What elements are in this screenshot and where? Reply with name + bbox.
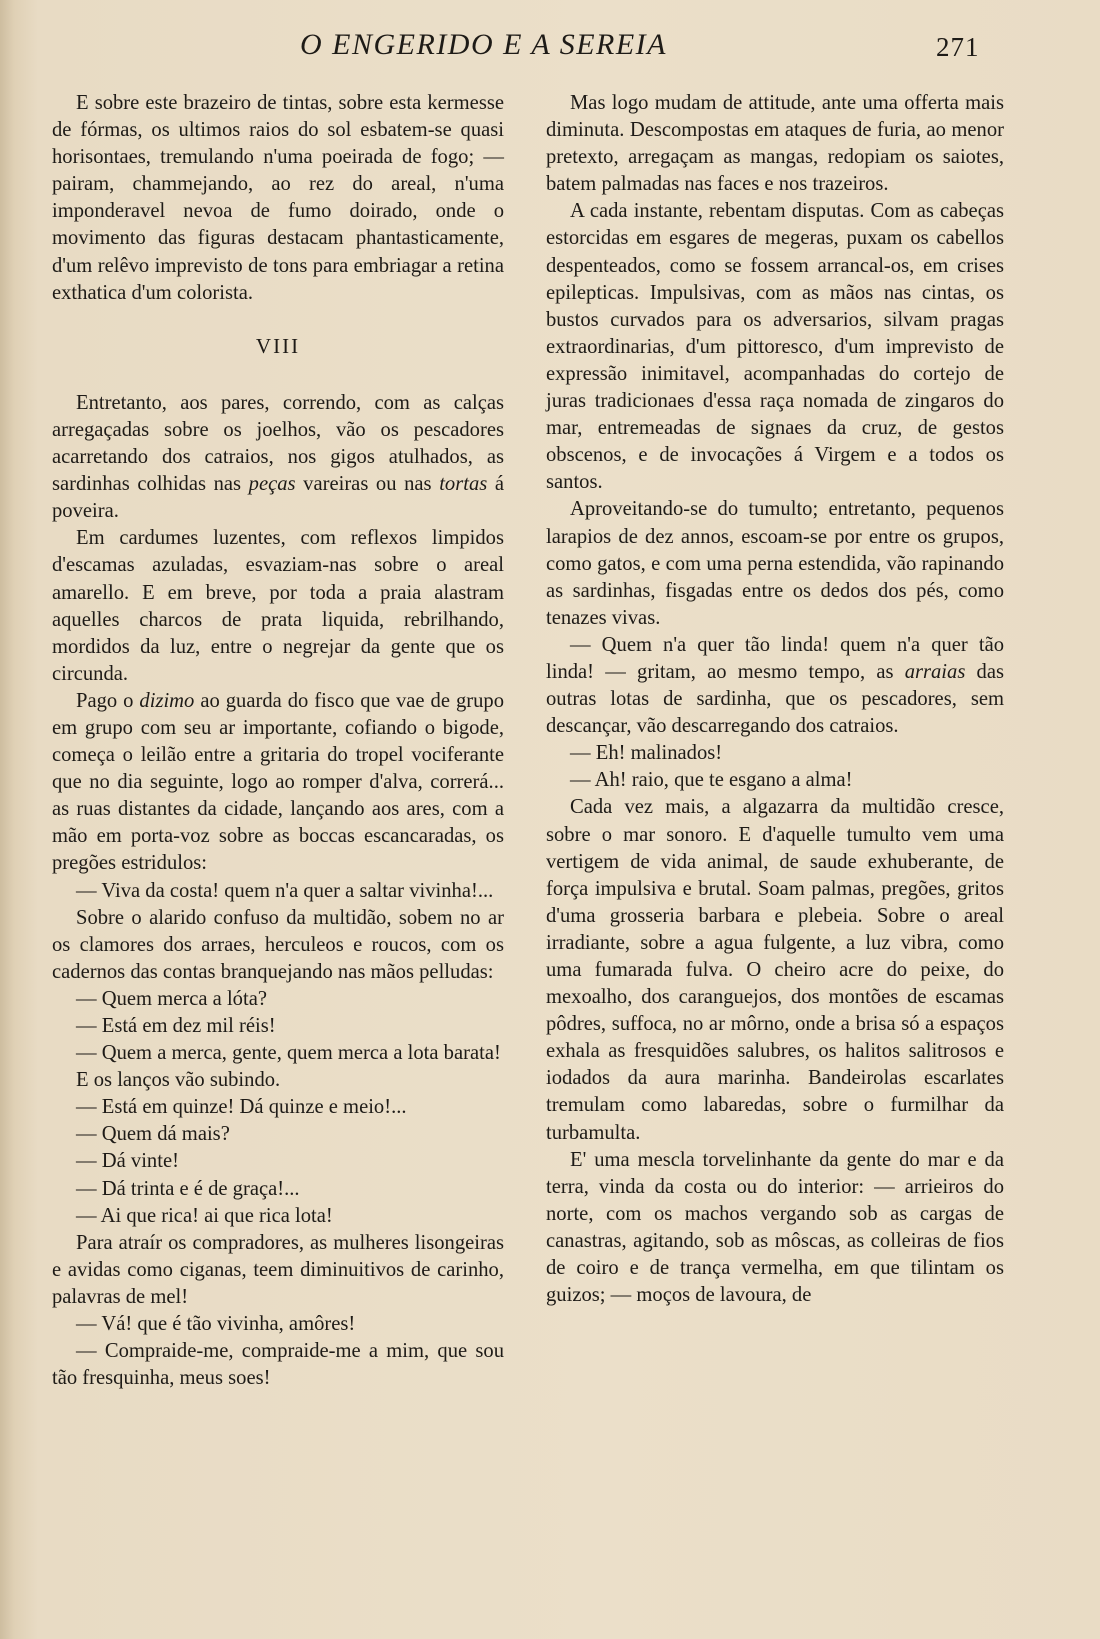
right-column <box>546 90 1004 1309</box>
paragraph: Sobre o alarido confuso da multidão, sobem no ar os clamores dos arraes, herculeos e roucos, com os cadernos das contas branquejando nas mãos pelludas: <box>52 906 504 983</box>
italic-term: peças <box>248 473 296 496</box>
paragraph: Em cardumes luzentes, com reflexos limpidos d'escamas azuladas, esvaziam-nas sobre o areal amarello. E em breve, por toda a praia alastram aquelles charcos de prata liquida, rebrilhando, mordidos da luz, entre o negrejar da gente que os circunda. <box>52 527 504 685</box>
page-header <box>0 28 1100 72</box>
dialogue-line: — Ah! raio, que te esgano a alma! <box>570 769 853 792</box>
paragraph: Mas logo mudam de attitude, ante uma offerta mais diminuta. Descompostas em ataques de furia, ao menor pretexto, arregaçam as mangas, redopiam os saiotes, batem palmadas nas faces e nos trazeiros. <box>546 92 1004 196</box>
dialogue-line: — Compraide-me, compraide-me a mim, que sou tão fresquinha, meus soes! <box>52 1340 504 1390</box>
paragraph: Cada vez mais, a algazarra da multidão cresce, sobre o mar sonoro. E d'aquelle tumulto vem uma vertigem de vida animal, de saude exhuberante, de força impulsiva e brutal. Soam palmas, pregões, gritos d'uma grosseria barbara e plebeia. Sobre o areal irradiante, sobre a agua fulgente, a luz vibra, como uma fumarada fulva. O cheiro acre do peixe, do mexoalho, dos caranguejos, dos montões de escamas pôdres, suffoca, no ar môrno, onde a brisa só a espaços exhala as fresquidões salubres, os halitos salitrosos e iodados da aura marinha. Bandeirolas escarlates tremulam como labaredas, sobre o furmilhar da turbamulta. <box>546 796 1004 1144</box>
dialogue-line: — Eh! malinados! <box>570 742 723 765</box>
paragraph: E' uma mescla torvelinhante da gente do mar e da terra, vinda da costa ou do interior: — arrieiros do norte, com os machos vergando sob as cargas de canastras, agitando, sob as môscas, as colleiras de fios de coiro e de trança vermelha, em que tilintam os guizos; — moços de lavoura, de <box>546 1148 1004 1307</box>
dialogue-line: — Dá vinte! <box>76 1150 179 1173</box>
paragraph: Para atraír os compradores, as mulheres lisongeiras e avidas como ciganas, teem diminuitivos de carinho, palavras de mel! <box>52 1231 504 1308</box>
italic-term: tortas <box>439 473 488 496</box>
running-title: O ENGERIDO E A SEREIA <box>300 28 667 61</box>
italic-term: arraias <box>904 660 966 683</box>
dialogue-line: — Ai que rica! ai que rica lota! <box>76 1204 333 1227</box>
page-number: 271 <box>936 32 980 62</box>
dialogue-line: — Quem a merca, gente, quem merca a lota barata! <box>76 1042 501 1065</box>
paragraph: A cada instante, rebentam disputas. Com as cabeças estorcidas em esgares de megeras, puxam os cabellos despenteados, como se fossem arrancal-os, em crises epilepticas. Impulsivas, com as mãos nas cintas, os bustos curvados para os adversarios, silvam pragas extraordinarias, d'um pittoresco, d'um imprevisto de expressão inimitavel, acompanhadas do cortejo de juras tradicionaes d'essa raça nomada de zingaros do mar, entremeadas de signaes da cruz, de gestos obscenos, e de invocações á Virgem e a todos os santos. <box>546 200 1004 494</box>
paragraph: Entretanto, aos pares, correndo, com as calças arregaçadas sobre os joelhos, vão os pescadores acarretando dos catraios, nos gigos atulhados, as sardinhas colhidas nas peças vareiras ou nas tortas á poveira. <box>52 391 505 523</box>
dialogue-line: — Vá! que é tão vivinha, amôres! <box>76 1313 356 1336</box>
paragraph: Pago o dizimo ao guarda do fisco que vae de grupo em grupo com seu ar importante, cofiando o bigode, começa o leilão entre a gritaria do tropel vociferante que no dia seguinte, logo ao romper d'alva, correrá... as ruas distantes da cidade, lançando aos ares, com a mão em porta-voz sobre as boccas escancaradas, os pregões estridulos: <box>52 689 504 875</box>
section-heading: VIII <box>255 333 301 358</box>
dialogue-line: — Está em quinze! Dá quinze e meio!... <box>76 1096 407 1119</box>
left-column <box>52 90 504 1392</box>
dialogue-line: — Está em dez mil réis! <box>76 1015 276 1037</box>
dialogue-line: — Dá trinta e é de graça!... <box>76 1177 300 1200</box>
paragraph: Aproveitando-se do tumulto; entretanto, pequenos larapios de dez annos, escoam-se por entre os grupos, como gatos, e com uma perna estendida, vão rapinando as sardinhas, fisgadas entre os dedos dos pés, como tenazes vivas. <box>546 498 1004 629</box>
dialogue-line: — Viva da costa! quem n'a quer a saltar vivinha!... <box>76 879 494 902</box>
paragraph: E os lanços vão subindo. <box>76 1069 281 1092</box>
dialogue-line: — Quem dá mais? <box>76 1123 230 1146</box>
dialogue-line: — Quem merca a lóta? <box>76 987 267 1010</box>
paragraph: E sobre este brazeiro de tintas, sobre esta kermesse de fórmas, os ultimos raios do sol esbatem-se quasi horisontaes, tremulando n'uma poeirada de fogo; — pairam, chammejando, ao rez do areal, n'uma imponderavel nevoa de fumo doirado, onde o movimento das figuras destacam phantasticamente, d'um relêvo imprevisto de tons para embriagar a retina exthatica d'um colorista. <box>52 92 504 304</box>
italic-term: dizimo <box>139 689 195 712</box>
dialogue-line: — Quem n'a quer tão linda! quem n'a quer tão linda! — gritam, ao mesmo tempo, as arraias das outras lotas de sardinha, que os pescadores, sem descançar, vão descarregando dos catraios. <box>546 633 1005 738</box>
